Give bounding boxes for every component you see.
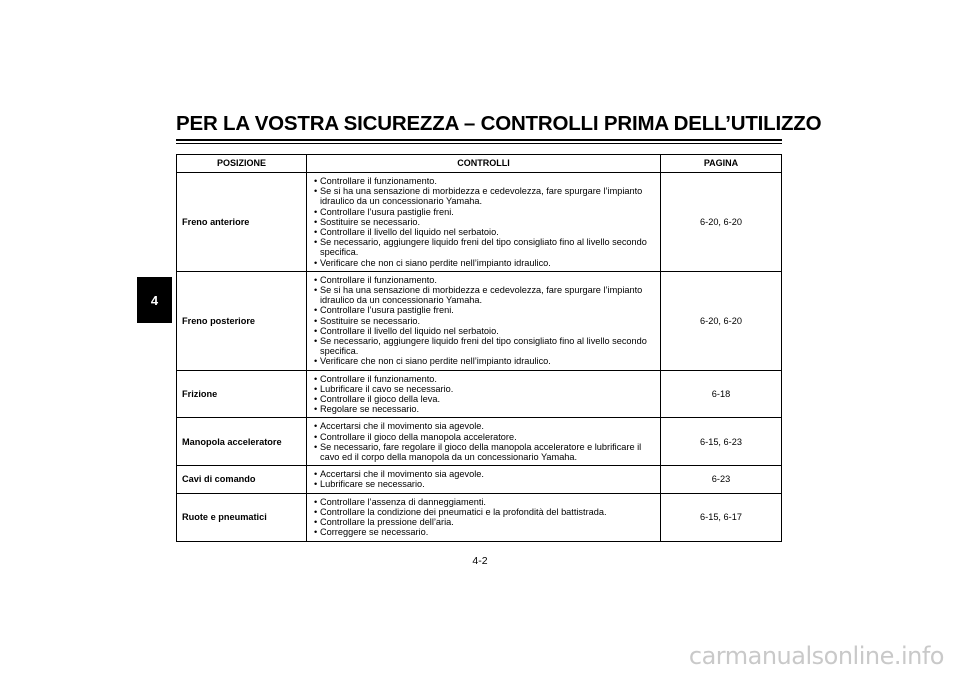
check-item (311, 394, 656, 404)
check-item-text: Controllare l’usura pastiglie freni. (320, 305, 454, 316)
check-item (311, 479, 656, 489)
check-item-text: Verificare che non ci siano perdite nell’impianto idraulico. (320, 257, 551, 268)
row-page-ref: 6-18 (661, 370, 782, 418)
check-list (311, 421, 656, 462)
check-item (311, 404, 656, 414)
watermark-text: carmanualsonline.info (688, 642, 944, 670)
check-item (311, 374, 656, 384)
check-list (311, 374, 656, 415)
check-item-text: Controllare il livello del liquido nel serbatoio. (320, 325, 499, 336)
check-item (311, 442, 656, 462)
check-item-text: Lubrificare se necessario. (320, 479, 425, 490)
check-item-text: Controllare il gioco della leva. (320, 394, 441, 405)
header-checks: CONTROLLI (307, 155, 661, 173)
table-row (177, 493, 782, 541)
table-header-row (177, 155, 782, 173)
check-item-text: Controllare il funzionamento. (320, 373, 437, 384)
title-underline-thin (176, 143, 782, 144)
check-item-text: Correggere se necessario. (320, 527, 429, 538)
check-item-text: Se necessario, fare regolare il gioco della manopola acceleratore e lubrificare il cavo ed il corpo della manopola da un concessionario Yamaha. (320, 441, 642, 463)
check-item (311, 421, 656, 431)
check-item-text: Controllare la pressione dell’aria. (320, 517, 454, 528)
check-item (311, 517, 656, 527)
row-checks (307, 493, 661, 541)
table-row (177, 173, 782, 272)
row-page-ref: 6-23 (661, 466, 782, 493)
check-item (311, 176, 656, 186)
row-checks (307, 466, 661, 493)
row-position: Freno anteriore (177, 173, 307, 272)
header-position: POSIZIONE (177, 155, 307, 173)
pre-operation-checks-table (176, 154, 782, 542)
check-item (311, 237, 656, 257)
check-item-text: Controllare l’usura pastiglie freni. (320, 206, 454, 217)
check-item-text: Se si ha una sensazione di morbidezza e cedevolezza, fare spurgare l’impianto idraulico da un concessionario Yamaha. (320, 285, 643, 306)
check-item (311, 258, 656, 268)
check-item (311, 316, 656, 326)
check-item (311, 432, 656, 442)
check-item-text: Lubrificare il cavo se necessario. (320, 383, 454, 394)
check-item (311, 336, 656, 356)
row-checks (307, 173, 661, 272)
row-position: Ruote e pneumatici (177, 493, 307, 541)
check-item-text: Se necessario, aggiungere liquido freni del tipo consigliato fino al livello secondo specifica. (320, 237, 647, 258)
check-item (311, 217, 656, 227)
row-checks (307, 418, 661, 466)
check-item-text: Controllare il livello del liquido nel serbatoio. (320, 227, 499, 238)
check-item (311, 356, 656, 366)
table-row (177, 271, 782, 370)
check-list (311, 469, 656, 489)
check-item (311, 186, 656, 206)
table-body (177, 173, 782, 542)
table-row (177, 370, 782, 418)
check-item (311, 305, 656, 315)
row-position: Cavi di comando (177, 466, 307, 493)
check-item-text: Sostituire se necessario. (320, 216, 421, 227)
check-item-text: Sostituire se necessario. (320, 315, 421, 326)
row-page-ref: 6-20, 6-20 (661, 173, 782, 272)
table-row (177, 466, 782, 493)
check-item-text: Controllare l’assenza di danneggiamenti. (320, 496, 486, 507)
check-item (311, 527, 656, 537)
check-item-text: Accertarsi che il movimento sia agevole. (320, 469, 484, 480)
row-position: Frizione (177, 370, 307, 418)
check-item-text: Controllare il gioco della manopola acceleratore. (320, 431, 517, 442)
chapter-tab: 4 (137, 277, 172, 323)
check-item-text: Se necessario, aggiungere liquido freni del tipo consigliato fino al livello secondo specifica. (320, 336, 647, 357)
check-item (311, 207, 656, 217)
row-page-ref: 6-15, 6-17 (661, 493, 782, 541)
check-item-text: Controllare il funzionamento. (320, 176, 437, 186)
check-item (311, 227, 656, 237)
row-position: Manopola acceleratore (177, 418, 307, 466)
check-item-text: Controllare la condizione dei pneumatici e la profondità del battistrada. (320, 506, 607, 517)
row-checks (307, 271, 661, 370)
check-item (311, 275, 656, 285)
check-list (311, 176, 656, 268)
check-item (311, 384, 656, 394)
check-item-text: Verificare che non ci siano perdite nell’impianto idraulico. (320, 356, 551, 367)
check-item-text: Accertarsi che il movimento sia agevole. (320, 421, 484, 432)
row-position: Freno posteriore (177, 271, 307, 370)
header-page: PAGINA (661, 155, 782, 173)
check-list (311, 497, 656, 538)
page-number: 4-2 (472, 555, 488, 567)
check-item-text: Se si ha una sensazione di morbidezza e cedevolezza, fare spurgare l’impianto idraulico da un concessionario Yamaha. (320, 186, 643, 207)
row-checks (307, 370, 661, 418)
check-item (311, 507, 656, 517)
row-page-ref: 6-15, 6-23 (661, 418, 782, 466)
check-item (311, 497, 656, 507)
check-item (311, 326, 656, 336)
check-list (311, 275, 656, 367)
table-row (177, 418, 782, 466)
check-item-text: Controllare il funzionamento. (320, 274, 437, 285)
check-item (311, 469, 656, 479)
check-item (311, 285, 656, 305)
page-title: PER LA VOSTRA SICUREZZA – CONTROLLI PRIMA DELL’UTILIZZO (176, 112, 822, 135)
title-underline-thick (176, 139, 782, 141)
row-page-ref: 6-20, 6-20 (661, 271, 782, 370)
check-item-text: Regolare se necessario. (320, 404, 420, 415)
